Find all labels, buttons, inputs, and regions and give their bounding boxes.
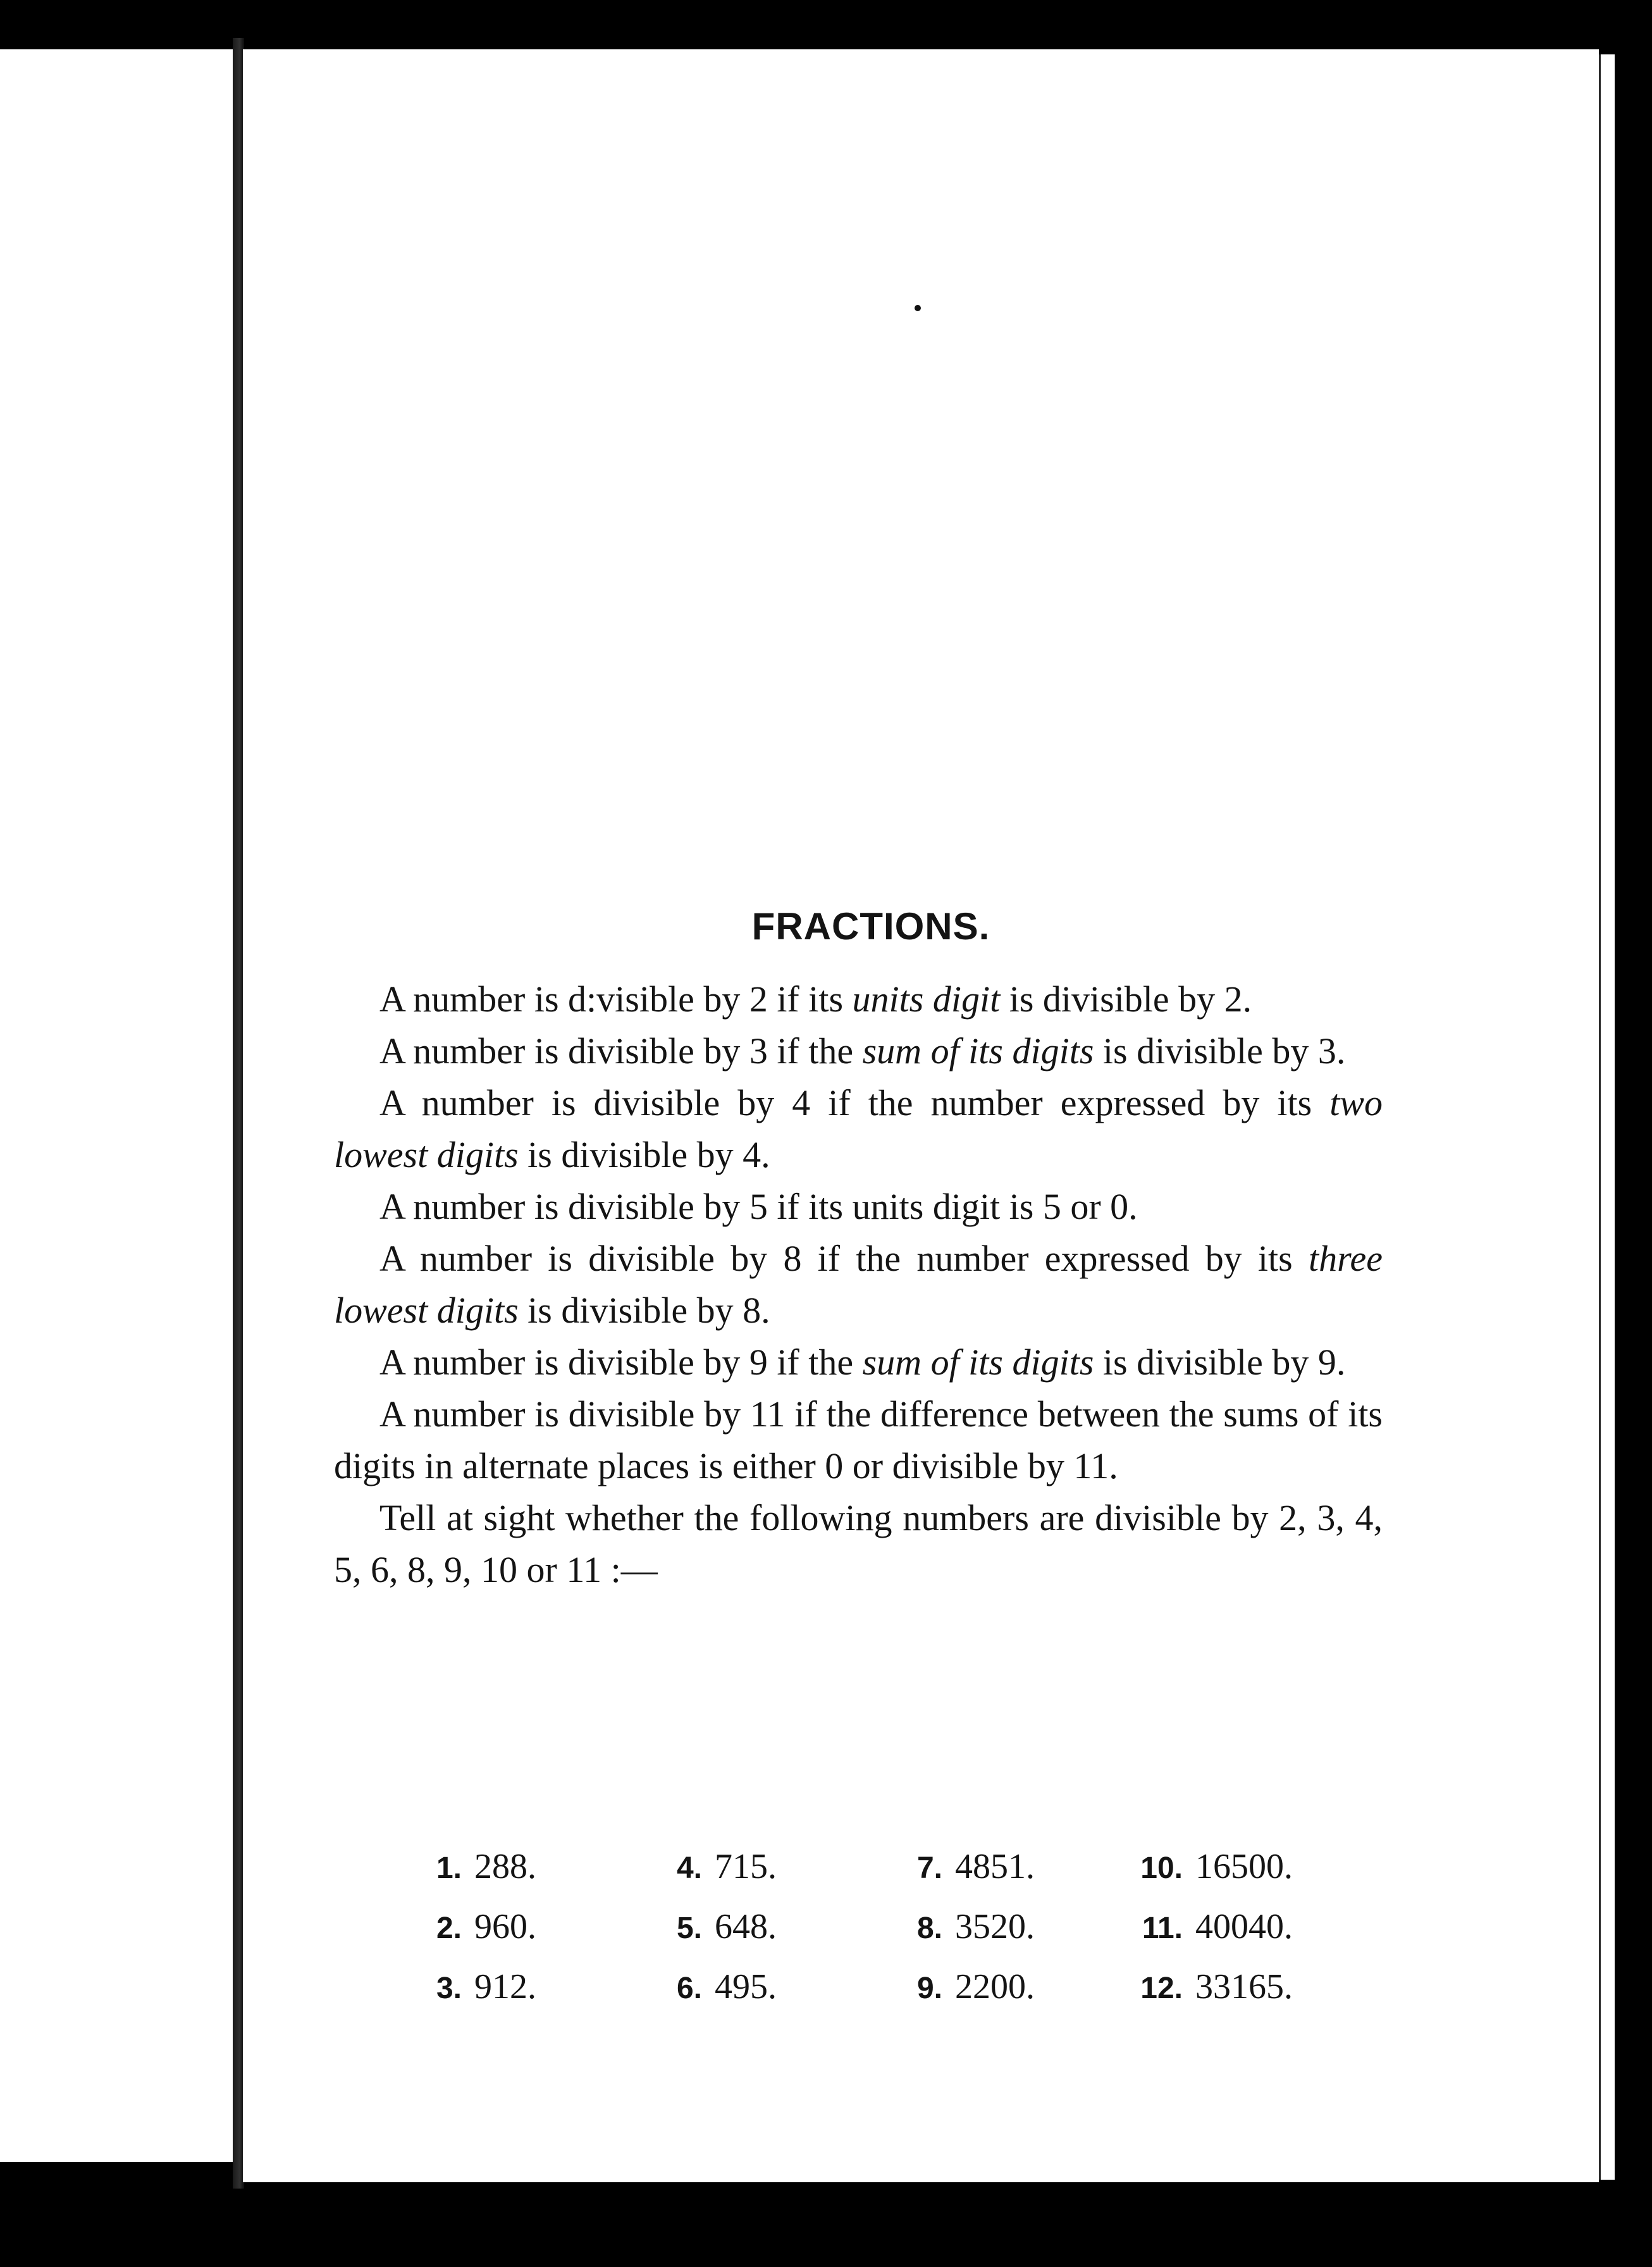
page-title: FRACTIONS. [751,905,990,948]
exercise-number: 11. [1142,1912,1183,1945]
rule-paragraph [334,1025,1383,1077]
rule-text: is divisible by 2. [1000,979,1252,1020]
exercise-value: 648. [715,1907,777,1946]
exercise-number: 3. [436,1972,462,2005]
rule-text: is divisible by 8. [518,1290,770,1331]
exercise-number: 5. [676,1912,702,1945]
exercise-item [417,1962,658,2013]
rule-text: is divisible by 4. [518,1134,770,1175]
exercise-item [658,1902,898,1953]
rule-paragraph [334,1181,1383,1233]
rule-text: A number is d:visible by 2 if its [379,979,853,1020]
exercise-value: 715. [715,1847,777,1886]
exercise-item [417,1902,658,1953]
rule-text: A number is divisible by 11 if the difference between the sums of its digits in alternate places is either 0 or divisible by 11. [334,1393,1383,1486]
rule-text: A number is divisible by 8 if the number expressed by its [379,1238,1309,1279]
rule-text: is divisible by 9. [1094,1342,1346,1383]
rule-emphasis: units digit [852,979,1001,1020]
exercise-number: 6. [676,1972,702,2005]
exercise-value: 2200. [955,1967,1035,2006]
exercise-value: 40040. [1195,1907,1293,1946]
text-block [334,905,1383,1596]
exercise-value: 495. [715,1967,777,2006]
rule-paragraph [334,973,1383,1025]
exercise-list [417,1842,1379,2013]
rule-paragraph [334,1233,1383,1337]
exercise-item [658,1842,898,1893]
exercise-number: 10. [1140,1851,1183,1885]
rule-text: A number is divisible by 4 if the number expressed by its [379,1082,1330,1123]
exercise-number: 12. [1140,1972,1183,2005]
rule-text: A number is divisible by 9 if the [379,1342,863,1383]
ink-speck [915,305,921,311]
exercise-number: 7. [916,1851,942,1885]
page-edge [1599,54,1615,2180]
exercise-value: 960. [474,1907,536,1946]
exercise-number: 1. [436,1851,462,1885]
exercise-number: 2. [436,1912,462,1945]
exercise-item [1138,1962,1379,2013]
rule-emphasis: sum of its digits [862,1342,1094,1383]
exercise-value: 912. [474,1967,536,2006]
rule-text: is divisible by 3. [1094,1030,1346,1072]
rule-paragraph [334,1077,1383,1181]
rule-emphasis: two lowest digits [334,1082,1383,1175]
rule-paragraph [334,1337,1383,1388]
exercise-item [898,1842,1138,1893]
exercise-value: 16500. [1195,1847,1293,1886]
exercise-item [898,1962,1138,2013]
exercise-number: 9. [916,1972,942,2005]
exercise-item [898,1902,1138,1953]
exercise-value: 4851. [955,1847,1035,1886]
rule-text: A number is divisible by 5 if its units digit is 5 or 0. [379,1186,1138,1227]
facing-page-edge [0,49,235,2162]
exercise-item [658,1962,898,2013]
exercise-value: 288. [474,1847,536,1886]
rule-emphasis: sum of its digits [862,1030,1094,1072]
rule-emphasis: three lowest digits [334,1238,1383,1331]
rule-text: A number is divisible by 3 if the [379,1030,863,1072]
exercise-value: 33165. [1195,1967,1293,2006]
exercise-number: 8. [916,1912,942,1945]
instruction-text: Tell at sight whether the following numbers are divisible by 2, 3, 4, 5, 6, 8, 9, 10 or 11 :— [334,1497,1383,1590]
exercise-value: 3520. [955,1907,1035,1946]
exercise-number: 4. [676,1851,702,1885]
exercise-item [1138,1902,1379,1953]
rule-paragraph [334,1388,1383,1492]
instruction-paragraph [334,1492,1383,1596]
exercise-item [417,1842,658,1893]
exercise-item [1138,1842,1379,1893]
